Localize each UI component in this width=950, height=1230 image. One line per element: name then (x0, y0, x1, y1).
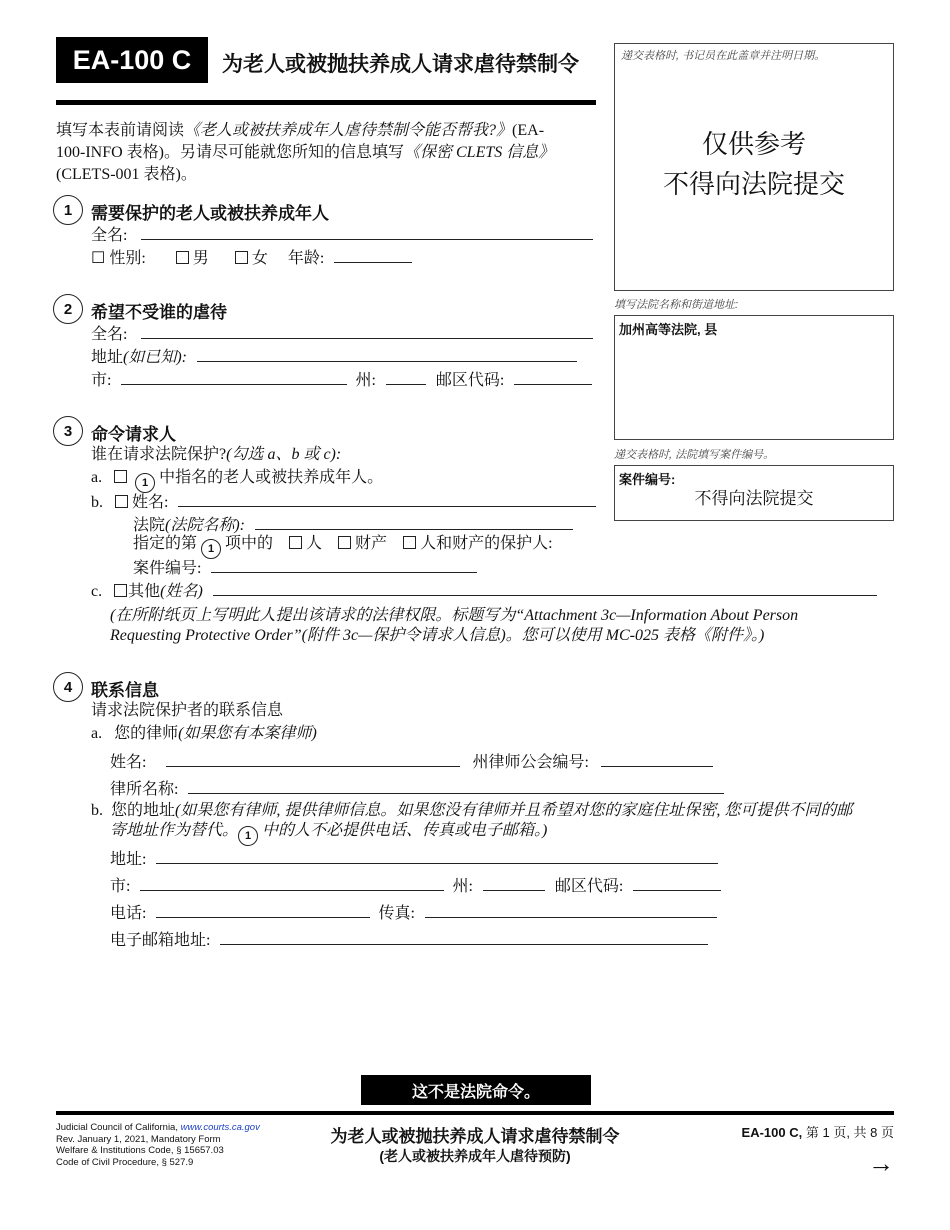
s2-city-field[interactable] (121, 369, 347, 385)
s4-intro: 请求法院保护者的联系信息 (91, 702, 284, 719)
section-4-number: 4 (53, 672, 83, 702)
s4-email-row: 电子邮箱地址: (110, 929, 708, 951)
footer-subtitle: (老人或被扶养成年人虐待预防) (379, 1148, 571, 1164)
s4-bar-number-field[interactable] (601, 751, 713, 767)
s4-b-ref-1: 1 (238, 826, 258, 846)
s1-sex-checkbox[interactable]: ☐ 性别: (91, 250, 146, 267)
section-3-title: 命令请求人 (91, 425, 176, 444)
s4-city-field[interactable] (140, 875, 444, 891)
court-note: 填写法院名称和街道地址: (614, 299, 739, 311)
section-1-number: 1 (53, 195, 83, 225)
intro-text: 填写本表前请阅读《老人或被扶养成年人虐待禁制令能否帮我?》(EA- 100-INFO 表格)。另请尽可能就您所知的信息填写《保密 CLETS 信息》 (CLETS-001 表格)。 (56, 122, 555, 183)
s3-b-name-field[interactable] (178, 491, 596, 507)
s1-name-field[interactable] (141, 224, 593, 240)
s2-name-row: 全名: (91, 323, 593, 345)
stamp-line-1: 仅供参考 (701, 129, 806, 159)
s2-state-field[interactable] (386, 369, 426, 385)
s3-option-a: a. 1 中指名的老人或被扶养成年人。 (91, 468, 383, 493)
s4-option-a: a. 您的律师(如果您有本案律师) (91, 725, 317, 742)
s4-phone-field[interactable] (156, 902, 370, 918)
s2-zip-field[interactable] (514, 369, 592, 385)
s3-c-checkbox[interactable] (114, 584, 127, 597)
case-number-value: 不得向法院提交 (694, 489, 814, 508)
section-3-number: 3 (53, 416, 83, 446)
s1-age-field[interactable] (334, 247, 412, 263)
s2-address-row: 地址(如已知): (91, 346, 577, 368)
section-1-title: 需要保护的老人或被扶养成年人 (91, 204, 329, 223)
s3-c-other-field[interactable] (213, 580, 877, 596)
s1-name-row: 全名: (91, 224, 593, 246)
s4-city-row: 市: 州: 邮区代码: (110, 875, 721, 897)
s3-b-property-checkbox[interactable] (338, 536, 351, 549)
s4-state-field[interactable] (483, 875, 545, 891)
clerk-note: 递交表格时, 书记员在此盖章并注明日期。 (621, 50, 826, 62)
form-code-badge: EA-100 C (56, 37, 208, 83)
next-page-arrow-icon[interactable]: → (868, 1148, 894, 1178)
s3-b-both-checkbox[interactable] (403, 536, 416, 549)
s3-b-court-field[interactable] (255, 514, 573, 530)
case-note: 递交表格时, 法院填写案件编号。 (614, 449, 775, 461)
case-number-label: 案件编号: (619, 472, 676, 487)
s4-firm-row: 律所名称: (110, 778, 724, 800)
s3-question: 谁在请求法院保护?(勾选 a、b 或 c): (91, 446, 342, 463)
footer-rule (56, 1111, 894, 1115)
s3-b-person-checkbox[interactable] (289, 536, 302, 549)
header-rule (56, 100, 596, 105)
s3-b-appointed-row: 指定的第 1 项中的 人 财产 人和财产的保护人: (133, 534, 553, 559)
s3-b-case-row: 案件编号: (133, 557, 477, 579)
s1-male-checkbox[interactable] (176, 251, 189, 264)
s1-sex-row: ☐ 性别: 男 女 年龄: (91, 247, 412, 269)
footer-left: Judicial Council of California, www.courts.ca.gov Rev. January 1, 2021, Mandatory Form Welfare & Institutions Code, § 15657.03 Code of Civil Procedure, § 527.9 (56, 1122, 260, 1168)
s1-female-checkbox[interactable] (235, 251, 248, 264)
s3-b-case-field[interactable] (211, 557, 477, 573)
footer-title: 为老人或被抛扶养成人请求虐待禁制令 (330, 1127, 620, 1146)
s2-name-field[interactable] (141, 323, 593, 339)
s4-option-b: b. 您的地址(如果您有律师, 提供律师信息。如果您没有律师并且希望对您的家庭住址保密, 您可提供不同的邮 寄地址作为替代。 1 中的人不必提供电话、传真或电子邮箱。) (91, 801, 852, 846)
footer-page-info: EA-100 C, 第 1 页, 共 8 页 (741, 1125, 894, 1140)
s3-b-court-row: 法院(法院名称): (133, 514, 573, 536)
stamp-line-2: 不得向法院提交 (662, 169, 845, 199)
s4-lawyer-name-row: 姓名: 州律师公会编号: (110, 751, 713, 773)
s4-address-row: 地址: (110, 848, 718, 870)
s4-fax-field[interactable] (425, 902, 717, 918)
s4-lawyer-name-field[interactable] (166, 751, 460, 767)
case-number-box[interactable] (614, 465, 894, 521)
section-2-title: 希望不受谁的虐待 (91, 303, 227, 322)
clerk-stamp-box (614, 43, 894, 291)
s3-b-ref-1: 1 (201, 539, 221, 559)
not-court-order-banner: 这不是法院命令。 (361, 1075, 591, 1105)
s2-city-row: 市: 州: 邮区代码: (91, 369, 592, 391)
s3-note: (在所附纸页上写明此人提出该请求的法律权限。标题写为“Attachment 3c—Information About Person Requesting Protective Order”(附件 3c—保护令请求人信息)。您可以使用 MC-025 表格《附件》。) (110, 607, 799, 644)
s3-a-checkbox[interactable] (114, 470, 127, 483)
court-name-box[interactable] (614, 315, 894, 440)
footer-url-link[interactable]: www.courts.ca.gov (180, 1122, 260, 1133)
s4-firm-field[interactable] (188, 778, 724, 794)
s3-b-checkbox[interactable] (115, 495, 128, 508)
s3-option-c: c. 其他(姓名) (91, 580, 877, 602)
s2-address-field[interactable] (197, 346, 577, 362)
s4-address-field[interactable] (156, 848, 718, 864)
section-2-number: 2 (53, 294, 83, 324)
section-4-title: 联系信息 (91, 681, 159, 700)
s3-option-b: b. 姓名: (91, 491, 596, 513)
court-name-value: 加州高等法院, 县 (619, 322, 718, 337)
s4-email-field[interactable] (220, 929, 708, 945)
s4-zip-field[interactable] (633, 875, 721, 891)
form-title: 为老人或被抛扶养成人请求虐待禁制令 (222, 53, 579, 76)
s3-a-ref-1: 1 (135, 473, 155, 493)
s4-phone-row: 电话: 传真: (110, 902, 717, 924)
